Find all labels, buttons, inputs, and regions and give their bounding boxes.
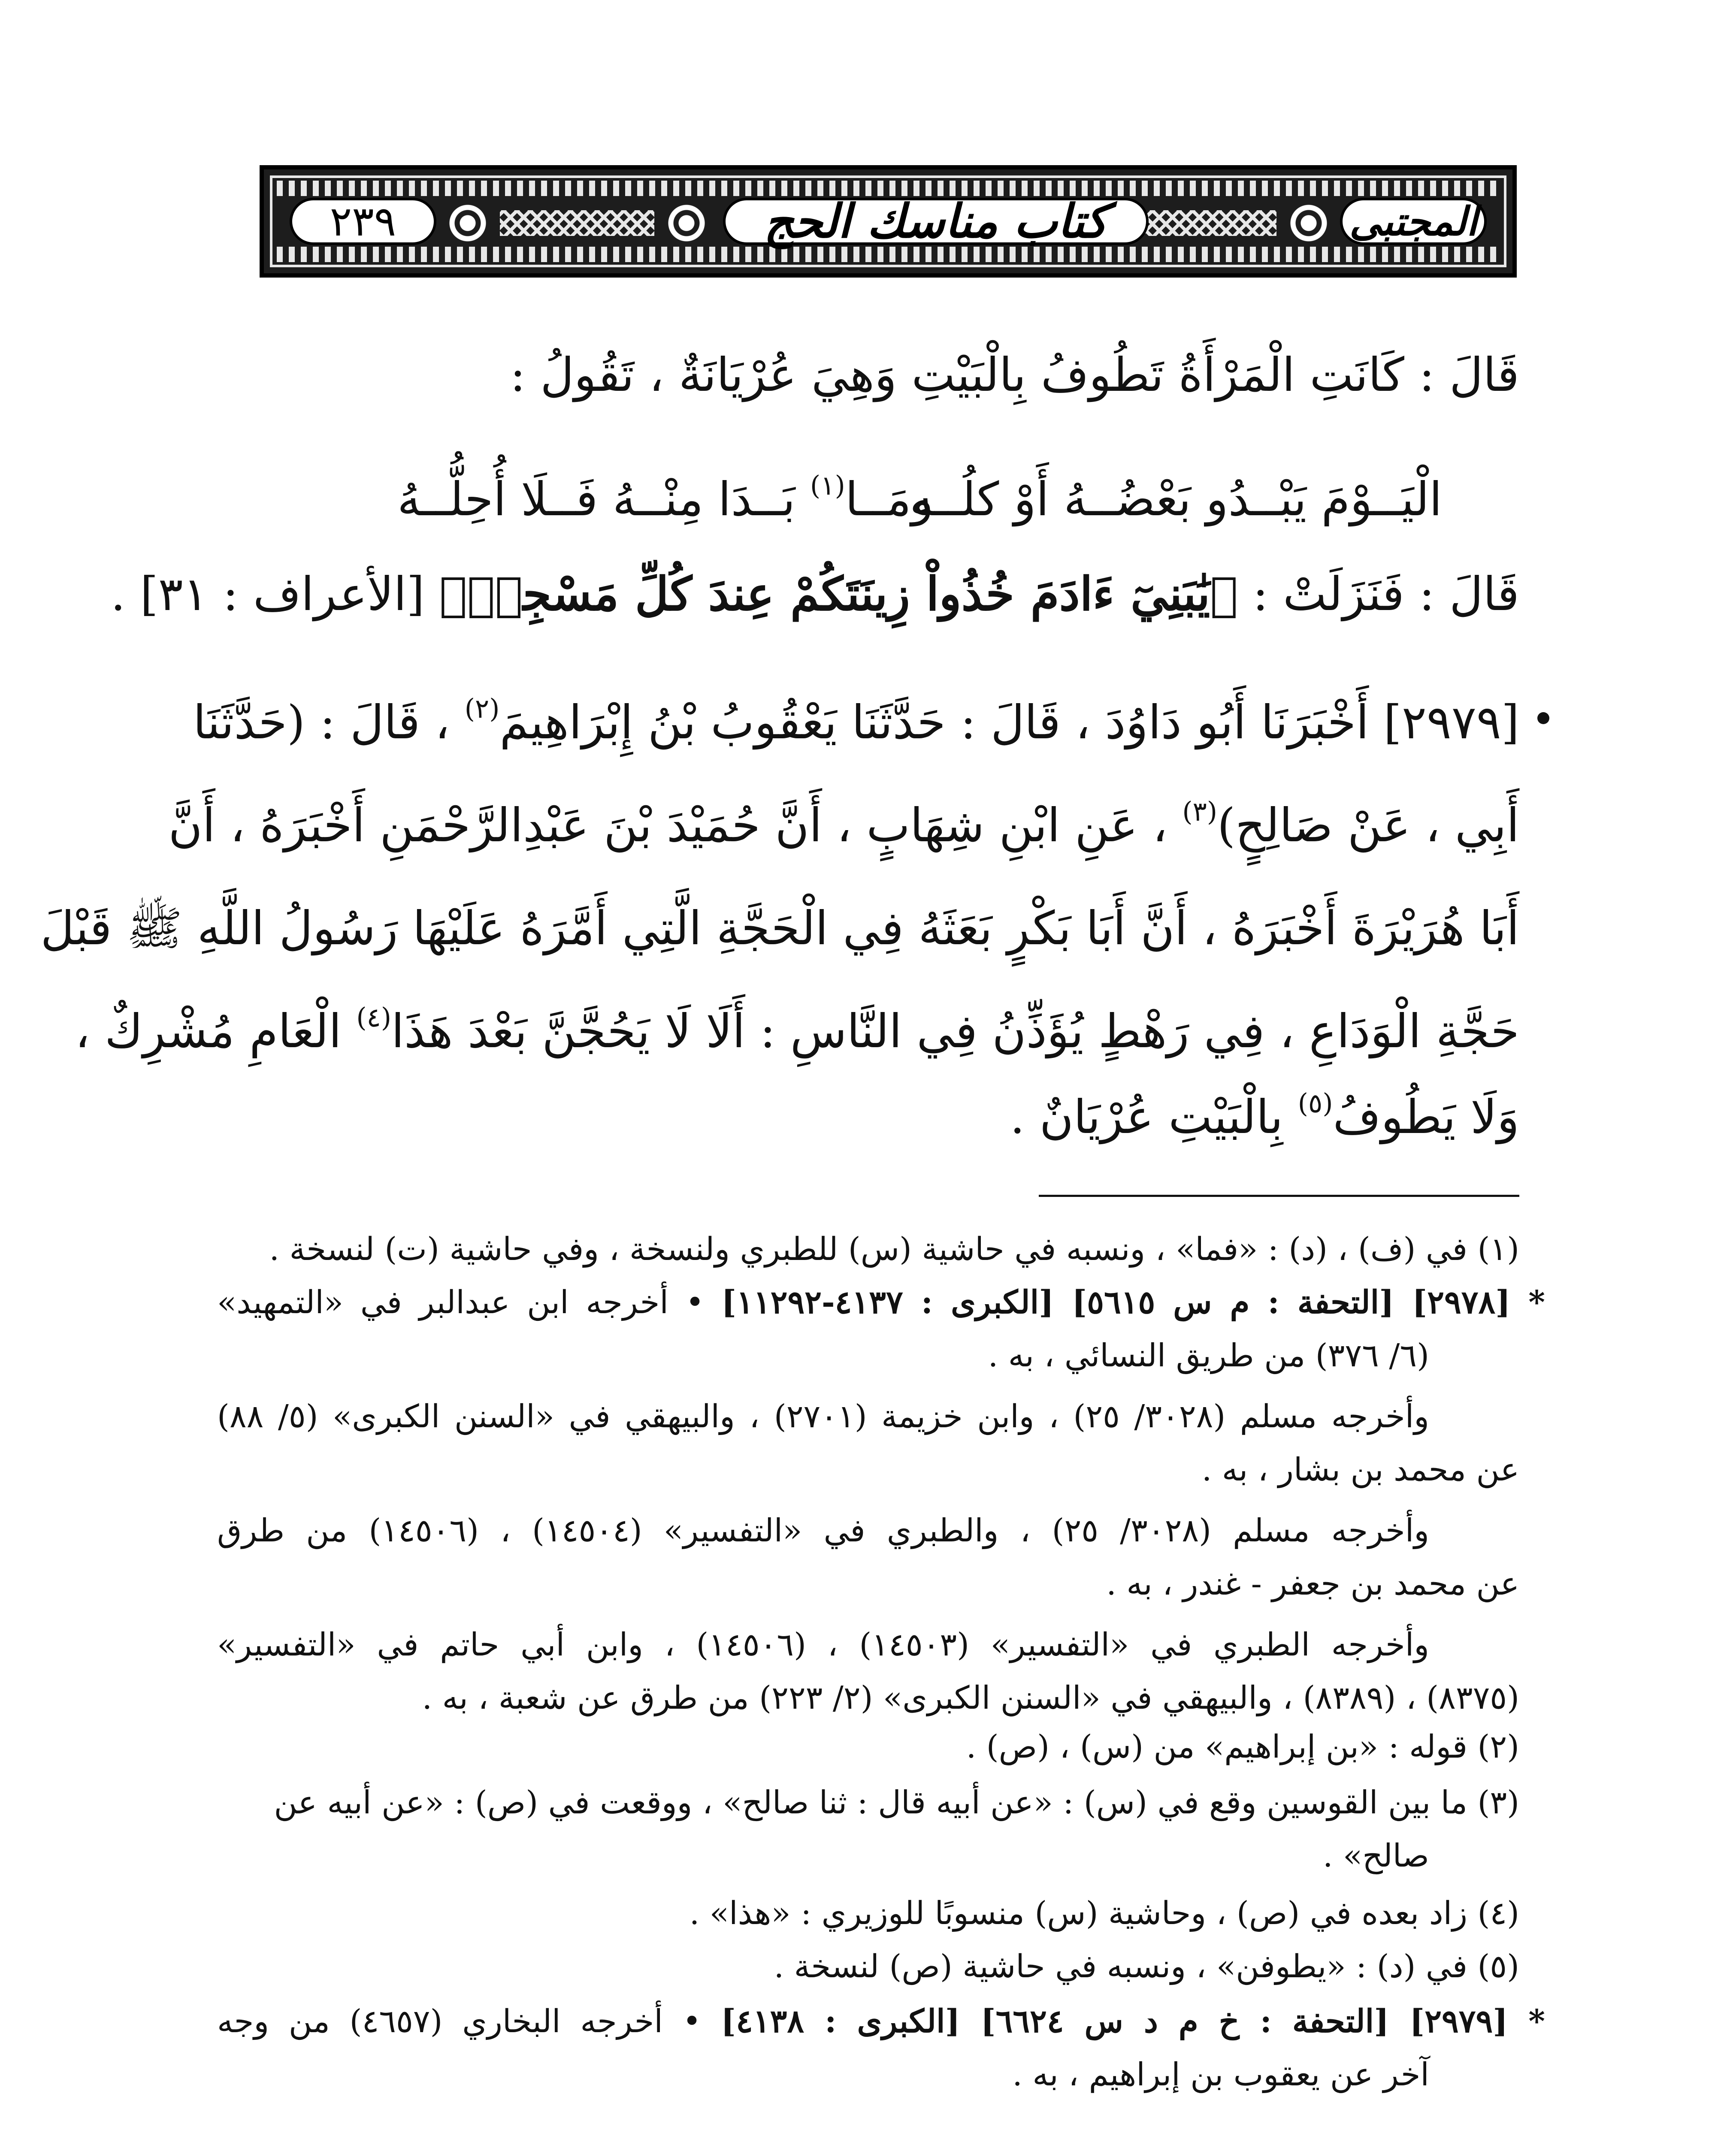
footnote-ref: (٤) [356, 1002, 392, 1033]
footnote-line: وأخرجه الطبري في «التفسير» (١٤٥٠٣) ، (١٤٥٠٦) ، وابن أبي حاتم في «التفسير» [217, 1626, 1429, 1663]
footnote-ref: (٥) [1297, 1088, 1333, 1119]
page-number: ٢٣٩ [330, 197, 396, 245]
ornament-rosette-icon [1285, 199, 1332, 247]
footnote-ref: (٢) [464, 693, 500, 724]
hadith-line: وَلَا يَطُوفُ$^{(٥)}$ بِالْبَيْتِ عُرْيَانٌ . [1010, 1088, 1519, 1144]
page-header [260, 165, 1517, 278]
footnote-line: صالح» . [1322, 1837, 1429, 1874]
footnote-5: (٥) في (د) : «يطوفن» ، ونسبه في حاشية (ص) لنسخة . [774, 1948, 1519, 1985]
bullet-icon [1537, 712, 1549, 724]
footnote-separator [1039, 1195, 1519, 1197]
book-logo: المجتبى [1349, 198, 1478, 245]
verse-hemistich-second: ومَــا$^{(١)}$ بَــدَا مِنْــهُ فَــلَا أُحِلُّــهُ [397, 470, 934, 526]
hadith-line: حَجَّةِ الْوَدَاعِ ، فِي رَهْطٍ يُؤَذِّنُ فِي النَّاسِ : أَلَا لَا يَحُجَّنَّ بَعْدَ هَذَا$^{(٤)}$ الْعَامِ مُشْرِكٌ ، [75, 1002, 1519, 1058]
verse-hemistich-first: الْيَــوْمَ يَبْــدُو بَعْضُــهُ أَوْ كلُــه [909, 473, 1442, 526]
footnote-ref: (٣) [1182, 796, 1218, 827]
ornament-knot-icon [500, 210, 654, 236]
hadith-line: أَبَا هُرَيْرَةَ أَخْبَرَهُ ، أَنَّ أَبَا بَكْرٍ بَعَثَهُ فِي الْحَجَّةِ الَّتِي أَمَّرَهُ عَلَيْهَا رَسُولُ اللَّهِ ﷺ قَبْلَ [40, 902, 1519, 955]
footnote-line: (٦/ ٣٧٦) من طريق النسائي ، به . [988, 1337, 1429, 1374]
footnote-line: (٨٣٧٥) ، (٨٣٨٩) ، والبيهقي في «السنن الكبرى» (٢/ ٢٢٣) من طرق عن شعبة ، به . [422, 1680, 1519, 1716]
hadith-line: [٢٩٧٩] أَخْبَرَنَا أَبُو دَاوُدَ ، قَالَ : حَدَّثَنَا يَعْقُوبُ بْنُ إِبْرَاهِيمَ$^{(٢)}$ ، قَالَ : (حَدَّثَنَا [217, 686, 1519, 759]
footnote-3: (٣) ما بين القوسين وقع في (س) : «عن أبيه قال : ثنا صالح» ، ووقعت في (ص) : «عن أبيه عن [274, 1784, 1519, 1821]
header-logo-cartouche [1340, 198, 1487, 245]
footnote-2: (٢) قوله : «بن إبراهيم» من (س) ، (ص) . [966, 1728, 1519, 1765]
hadith-line: أَبِي ، عَنْ صَالِحٍ)$^{(٣)}$ ، عَنِ ابْنِ شِهَابٍ ، أَنَّ حُمَيْدَ بْنَ عَبْدِالرَّحْمَنِ أَخْبَرَهُ ، أَنَّ [168, 796, 1519, 852]
revelation-line: قَالَ : فَنَزَلَتْ : ﴿يَٰبَنِيٓ ءَادَمَ خُذُواْ زِينَتَكُمْ عِندَ كُلِّ مَسْجِدٖ﴾ [الأعراف : ٣١] . [110, 567, 1519, 621]
header-border-top [277, 181, 1500, 196]
footnote-ref: (١) [810, 470, 845, 501]
header-page-cartouche [290, 198, 436, 245]
ornament-rosette-icon [444, 199, 491, 247]
footnote-2979: * [٢٩٧٩] [التحفة : خ م د س ٦٦٢٤] [الكبرى : ٤١٣٨] • أخرجه البخاري (٤٦٥٧) من وجه [217, 2003, 1545, 2040]
footnote-1: (١) في (ف) ، (د) : «فما» ، ونسبه في حاشية (س) للطبري ولنسخة ، وفي حاشية (ت) لنسخة . [269, 1231, 1519, 1268]
footnote-line: عن محمد بن جعفر - غندر ، به . [1106, 1565, 1519, 1602]
header-title-cartouche [723, 194, 1149, 248]
quran-verse: ﴿يَٰبَنِيٓ ءَادَمَ خُذُواْ زِينَتَكُمْ عِندَ كُلِّ مَسْجِدٖ﴾ [439, 567, 1238, 621]
poem-verse [217, 463, 1519, 536]
quran-reference: [الأعراف : ٣١] . [110, 568, 425, 621]
footnote-line: وأخرجه مسلم (٣٠٢٨/ ٢٥) ، وابن خزيمة (٢٧٠١) ، والبيهقي في «السنن الكبرى» (٥/ ٨٨) [217, 1398, 1429, 1435]
ornament-rosette-icon [663, 199, 710, 247]
header-border-bottom [277, 247, 1500, 262]
footnote-2978: * [٢٩٧٨] [التحفة : م س ٥٦١٥] [الكبرى : ٤١٣٧-١١٢٩٢] • أخرجه ابن عبدالبر في «التمهيد» [217, 1284, 1545, 1321]
footnote-line: وأخرجه مسلم (٣٠٢٨/ ٢٥) ، والطبري في «التفسير» (١٤٥٠٤) ، (١٤٥٠٦) من طرق [217, 1512, 1430, 1549]
footnote-line: آخر عن يعقوب بن إبراهيم ، به . [1012, 2056, 1429, 2093]
footnote-4: (٤) زاد بعده في (ص) ، وحاشية (س) منسوبًا للوزيري : «هذا» . [689, 1895, 1519, 1932]
footnote-line: عن محمد بن بشار ، به . [1201, 1451, 1519, 1488]
intro-line: قَالَ : كَانَتِ الْمَرْأَةُ تَطُوفُ بِالْبَيْتِ وَهِيَ عُرْيَانَةٌ ، تَقُولُ : [510, 348, 1519, 402]
chapter-title: كتاب مناسك الحج [764, 194, 1108, 248]
